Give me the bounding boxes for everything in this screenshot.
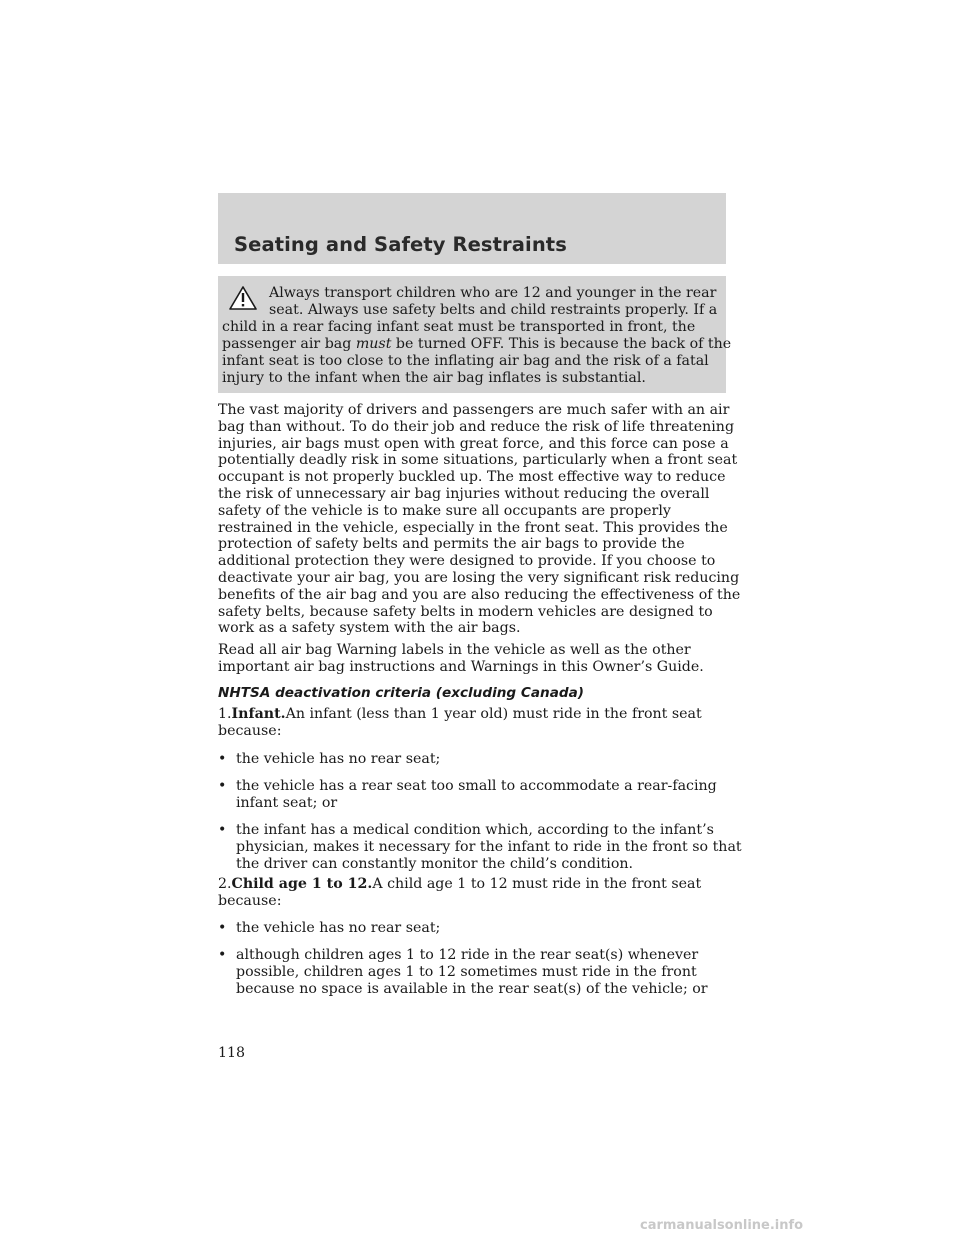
warning-line: seat. Always use safety belts and child restraints properly. If a	[269, 302, 718, 318]
warning-line: child in a rear facing infant seat must be transported in front, the	[222, 319, 696, 335]
warning-line: passenger air bag must be turned OFF. This is because the back of the	[222, 336, 732, 352]
warning-line: injury to the infant when the air bag inflates is substantial.	[222, 370, 646, 386]
paragraph-read-labels: Read all air bag Warning labels in the vehicle as well as the other important air bag instructions and Warnings in this Owner’s Guide.	[218, 642, 704, 675]
bullet: •	[218, 751, 227, 767]
warning-triangle-icon	[228, 285, 258, 311]
section-title: Seating and Safety Restraints	[234, 233, 567, 256]
list-item: the vehicle has no rear seat;	[236, 751, 441, 767]
criteria-item-child: 2.Child age 1 to 12.A child age 1 to 12 must ride in the front seat because:	[218, 876, 702, 909]
list-item: the vehicle has no rear seat;	[236, 920, 441, 936]
list-item: the infant has a medical condition which, according to the infant’s physician, makes it necessary for the infant to ride in the front so that the driver can constantly monitor the child’s condition.	[236, 822, 742, 872]
paragraph-airbag-safety: The vast majority of drivers and passengers are much safer with an air bag than without. To do their job and reduce the risk of life threatening injuries, air bags must open with great force, and this force can pose a potentially deadly risk in some situations, particularly when a front seat occupant is not properly buckled up. The most effective way to reduce the risk of unnecessary air bag injuries without reducing the overall safety of the vehicle is to make sure all occupants are properly restrained in the vehicle, especially in the front seat. This provides the protection of safety belts and permits the air bags to provide the additional protection they were designed to provide. If you choose to deactivate your air bag, you are losing the very significant risk reducing benefits of the air bag and you are also reducing the effectiveness of the safety belts, because safety belts in modern vehicles are designed to work as a safety system with the air bags.	[218, 402, 741, 637]
bullet: •	[218, 947, 227, 963]
watermark: carmanualsonline.info	[640, 1218, 804, 1233]
bullet: •	[218, 778, 227, 794]
bullet: •	[218, 920, 227, 936]
criteria-item-infant: 1.Infant.An infant (less than 1 year old) must ride in the front seat because:	[218, 706, 702, 739]
warning-line: Always transport children who are 12 and younger in the rear	[269, 285, 717, 301]
list-item: although children ages 1 to 12 ride in the rear seat(s) whenever possible, children ages 1 to 12 sometimes must ride in the front because no space is available in the rear seat(s) of the vehicle; or	[236, 947, 708, 997]
list-item: the vehicle has a rear seat too small to accommodate a rear-facing infant seat; or	[236, 778, 717, 811]
section-heading: NHTSA deactivation criteria (excluding Canada)	[218, 685, 585, 701]
item-label: Child age 1 to 12.	[231, 876, 373, 892]
warning-line: infant seat is too close to the inflating air bag and the risk of a fatal	[222, 353, 709, 369]
page-number: 118	[218, 1045, 246, 1061]
bullet: •	[218, 822, 227, 838]
emphasis-must: must	[355, 336, 392, 352]
item-label: Infant.	[231, 706, 286, 722]
